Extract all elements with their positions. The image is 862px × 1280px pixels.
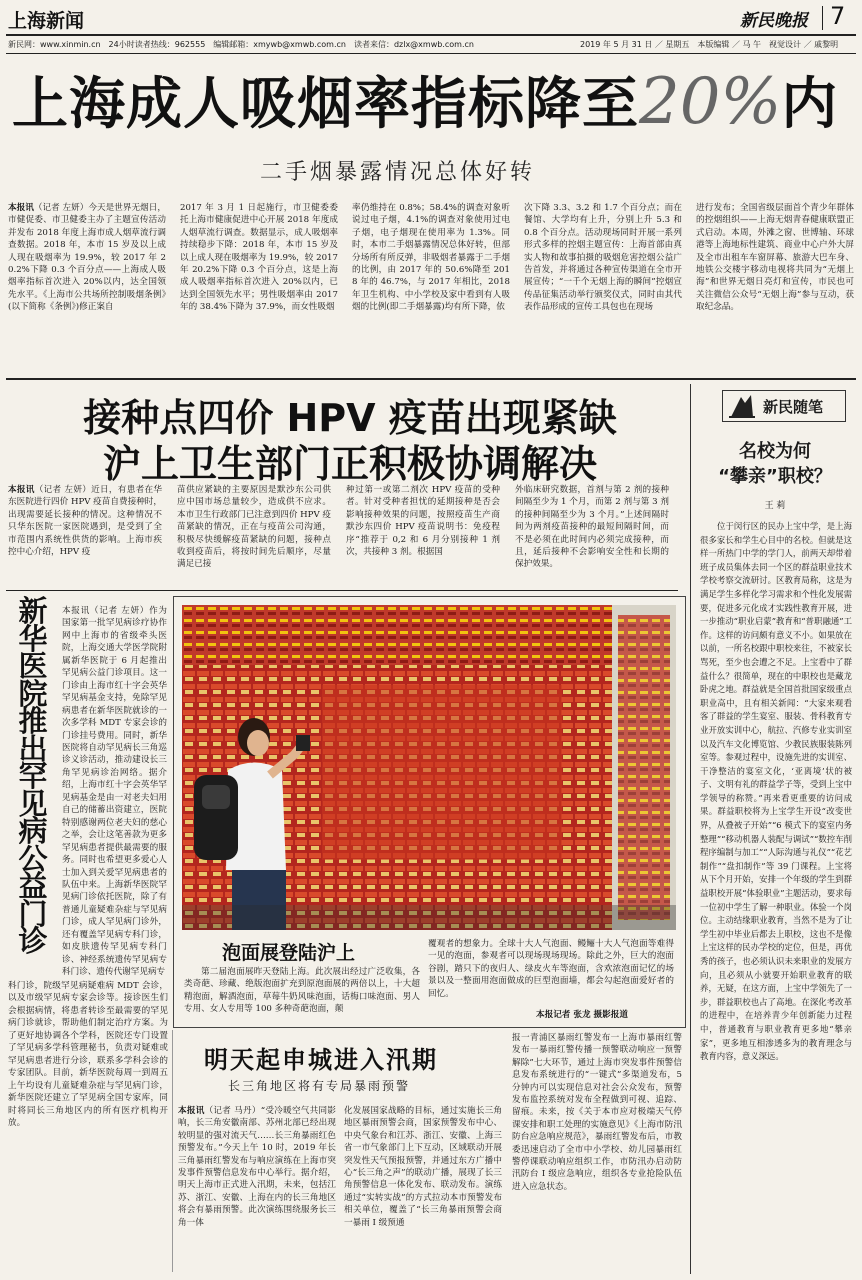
page-number: 7 [830,2,846,30]
headline-rare-disease [8,594,58,958]
date-line: 2019 年 5 月 31 日 ／ 星期五 本版编辑 ／ 马 午 视觉设计 ／ 戚黎明 [580,40,839,49]
article-flood-col3: 报一青浦区暴雨红警发布一上海市暴雨红警发布一暴雨红警传播一预警联动响应一预警解除”七大环节，通过上海市突发事件预警信息发布系统进行的“一键式”多渠道发布，5 分钟内可以实现信息对社会公众发布，预警发布监控系统对发布全程做到可视、追踪、留痕。未来，按《关于本市应对极端天气停课安排和职工处理的实施意见》《上海市防汛防台应急响应规范》，暴雨红警发布后，市教委迅速启动了全市中小学校、幼儿园暴雨红警停课联动响应组织工作，市防汛办启动防汛防台 I 级应急响应，组织各专业抢险队伍进入应急状态。 [512,1033,682,1192]
headline-char: 院 [18,676,48,711]
column-title-1: 名校为何 [739,441,811,462]
article-text: （记者 左妍）近日，有患者在华东医院进行四价 HPV 疫苗自费接种时，出现需要延长接种的情况。这种情况不只华东医院一家医院遇到，是受到了全市范围内系统性供货的影响。上海市疾控中心介绍，HPV 疫 [8,485,162,558]
headline-char: 推 [18,704,48,738]
info-line: 新民网：www.xinmin.cn 24小时读者热线：962555 编辑邮箱：xmywb@xmwb.com.cn 读者来信：dzlx@xmwb.com.cn [8,40,474,49]
article-rare-top: 本报讯（记者 左妍）作为国家第一批罕见病诊疗协作网中上海市的省级牵头医院，上海交通大学医学院附属新华医院于 6 月起推出罕见病公益门诊项目。这一门诊由上海市红十字会英华罕见病基金支持，免除罕见病患者在新华医院就诊的一次多学科 MDT 专家会诊的门诊挂号费用。同时，新华医院将自动罕见病长三角巡诊义诊活动，推动建设长三角罕见病诊治网络。据介绍，上海市红十字会英华罕见病基金是由一对老夫妇用自己的储蓄出资建立，医院特别感谢两位老夫妇的慈心之举，会让这笔善款为更多罕见病患者提供最需要的服务。同时也希望更多爱心人士加入到关爱罕见病患者的队伍中来。上海新华医院罕见病门诊依托医院，除了有普通儿童疑难杂症与罕见病门诊，成人罕见病门诊外，还有覆盖罕见病专科门诊，如皮肤遗传罕见病专科门诊、神经系统遗传罕见病专科门诊、遗传代谢罕见病专 [62,606,167,978]
headline-smoking [12,60,852,140]
column-logo: 新民随笔 [763,398,824,416]
masthead-divider [822,6,823,30]
article-smoking-col3: 率仍维持在 0.8%；58.4%的调查对象听说过电子烟，4.1%的调查对象使用过电子烟，电子烟现在使用率为 1.3%。同时，本市二手烟暴露情况总体好转，但部分场所有所反弹，非吸烟者暴露于二手烟的比例，由 2017 年的 50.6%降至 2018 年的 46.7%，与 2017 年相比，2018 年卫生机构、中小学校及家中看到有人吸烟的比例(即二手烟暴露)均有所下降，依 [352,203,510,313]
headline-hpv-1: 接种点四价 HPV 疫苗出现紧缺 [83,396,617,440]
article-smoking-col5: 进行发布；全国省级层面首个青少年群体的控烟组织——上海无烟青春健康联盟正式启动。本周，外滩之窗、世博轴、环球港等上海地标性建筑、商业中心户外大屏及全市出租车车窗屏幕、旅游大巴车身、地铁公交楼宇移动电视将共同为“无烟上海”和世界无烟日亮灯和宣传，市民也可关注微信公众号“无烟上海”参与互动，获取纪念品。 [696,203,854,313]
section-rule-2 [6,590,678,591]
headline-smoking-main: 上海成人吸烟率指标降至 [12,72,639,137]
headline-rare-disease-text [8,594,58,958]
photo-caption-right: 覆观者的想象力。全球十大人气泡面、鳗鲡十大人气泡面等难得一见的泡面，参观者可以现场现场现场。除此之外，巨大的泡面谷剧，踏只下的夜归人、绿皮火车等泡面，含欢浓泡面记忆的场景以及一整面用泡面做成的巨型泡面墙，都会勾起泡面爱好者的回忆。 [428,939,674,999]
headline-smoking-percent: 20% [639,65,782,139]
column-divider [690,384,691,1274]
column-logo-box [722,390,846,422]
column-logo-icon [727,393,757,419]
article-smoking-col1 [8,202,166,372]
section-name: 上海新闻 [8,10,85,32]
headline-char: 罕 [18,759,48,793]
byline: 本报讯 [8,485,35,495]
headline-char: 出 [18,731,48,766]
subhead-smoking: 二手烟暴露情况总体好转 [260,160,536,185]
byline: 本报讯 [178,1106,205,1116]
column-title-2: “攀亲”职校？ [718,466,832,487]
masthead-rule [6,34,856,36]
noodle-wall-photo [182,605,676,930]
headline-char: 见 [18,786,48,821]
byline: 本报讯 [8,203,34,213]
column-body: 位于闵行区的民办上宝中学，是上海很多家长和学生心目中的名校。但就是这样一所热门中学的学门人，前两天却带着班子成员集体去同一个区的群益职业技术学校考察交流研讨。区教育局称，这是为满足学生多样化学习需求和个性化发展需要，促进多元化成才实践性教育开展，进一步推动“职业启蒙”教育和“普职融通”工作。这样的访问颇有意义不小。如果放在以前，一所名校跟中职校来往，不被家长骂死，至少也会遭之不足。上宝看中了群益什么？很简单，现在的中职校也是藏龙卧虎之地。群益就是全国首批国家级重点职业高中，且有相关新闻：“大家来观看客了群益的学生宴室、服装、骨科教育专业开放实训中心，航拉、汽修专业实训室以及汽车文化博览馆、少教民族服装陈列室等。参观过程中，设施先进的实训室、干净整洁的宴室文化，‘亚离境’状的被子、文明有礼的群益学子等，受到上宝中学领导的称赞。”再来看更重要的访问成果。群益职校将为上宝学生开设“改变世界，从叠被子开始”“6 模式下的宴室内务整理”“移动机器人装配与调试”“数控车削程序编制与加工”“人际沟通与礼仪”“花艺制作”“盘扣制作”等 39 门课程。上宝将从下个月开始，安排一个年级的学生到群益职校开展“体验职业”主题活动，要求每一位初中学生了解一种职业。体验一个岗位。主动结缘职业教育，当然不是为了让学生初中毕业后都去上职校，这也不是像上宝这样的民办学校的定位，但是，再优秀的孩子，也必须认识未来职业的发展方向，且必须从小就要开始职业教育的联养，无疑，在这方面，上宝中学领先了一步，群益职校也占了高地。在深化考改革的进程中，在培养青少年创新能力过程中，普通教育与职业教育更多地“攀亲家”，更多地互相渗透多为的教育理念与教育内容，意义深远。 [700,521,852,1062]
article-smoking-col4: 次下降 3.3、3.2 和 1.7 个百分点；而在餐馆、大学均有上升，分别上升 5.3 和 0.8 个百分点。活动现场同时开展一系列形式多样的控烟主题宣传：上海首部由真实人物和故事拍摄的吸烟危害控烟公益广告首发，并将通过各种宣传渠道在全市开展宣传；“一千个无烟上海的瞬间”控烟宣传品征集活动举行颁奖仪式，同时由其代表作品形成的宣传工具包也在现场 [524,203,682,313]
headline-char: 公 [18,841,48,876]
article-flood-col1 [178,1105,336,1272]
article-hpv-col3: 种过第一或第二剂次 HPV 疫苗的受种者。针对受种者担忧的延期接种是否会影响接种效果的问题，按照疫苗生产商默沙东四价 HPV 疫苗说明书：免疫程序“推荐于 0,2 和 6 月分别接种 1 剂次，共接种 3 剂。根据国 [346,485,500,558]
headline-flood: 明天起申城进入汛期 [204,1046,438,1074]
headline-char: 诊 [18,924,48,958]
headline-smoking-tail: 内 [781,72,838,137]
headline-char: 益 [18,869,48,903]
masthead-rule-2 [6,53,856,54]
article-hpv-col2: 苗供应紧缺的主要原因是默沙东公司供应中国市场总量较少，造成供不应求。本市卫生行政部门已注意到四价 HPV 疫苗紧缺的情况，正在与疫苗公司沟通，积极尽快缓解疫苗紧缺的问题，接种点收到疫苗后，将按时间先后顺序，尽量满足已接 [177,485,331,570]
headline-char: 医 [18,649,48,683]
headline-char: 新 [18,594,48,628]
article-hpv-col4: 外临床研究数据，首剂与第 2 剂的接种间隔至少为 1 个月，而第 2 剂与第 3 剂的接种间隔至少为 3 个月。”上述间隔时间为两剂疫苗接种的最短间隔时间，而不是必须在此时间内必须完成接种，而且，延后接种不会影响安全性和长期的保护效果。 [515,485,669,570]
paper-logo: 新民晚报 [740,11,808,31]
article-smoking-col2: 2017 年 3 月 1 日起施行，市卫健委委托上海市健康促进中心开展 2018 年度成人烟草流行调查。数据显示，成人吸烟率持续稳步下降：2018 年，本市 15 岁及以上成人现在吸烟率为 19.9%，较 2017 年 20.2%下降 0.3 个百分点，这是上海成人吸烟率指标首次进入 20%以内，已达到全国领先水平；男性吸烟率由 2017 年的 38.4%下降为 37.9%，而女性吸烟 [180,203,338,313]
photo-credit: 本报记者 张龙 摄影报道 [536,1010,628,1020]
headline-hpv-2: 沪上卫生部门正积极协调解决 [102,442,597,486]
article-text: （记者 左妍）今天是世界无烟日，市健促委、市卫健委主办了主题宣传活动并发布 2018 年度上海市成人烟草流行调查数据。2018 年，本市 15 岁及以上成人现在吸烟率为 19.9%，较 2017 年 20.2%下降 0.3 个百分点——上海成人吸烟率指标首次进入 20%以内，达全国领先水平。《上海市公共场所控制吸烟条例》(以下简称《条例》)修正案自 [8,203,166,313]
article-text: （记者 马丹）“受冷暖空气共同影响，长三角安徽南部、苏州北部已经出现较明显的强对流天气……长三角暴雨红色预警发布。”今天上午 10 时，2019 年长三角暴雨红警发布与响应演练在上海市突发事件预警信息发布中心举行。据介绍，明天上海市正式进入汛期，未来，包括江苏、浙江、安徽、上海在内的长三角地区将会有暴雨预警。此次演练围绕服务长三角一体 [178,1106,336,1228]
headline-char: 华 [18,621,48,656]
headline-char: 门 [18,896,48,931]
photo-caption-left: 第二届泡面展昨天登陆上海。此次展出经过广泛收集，各类奇葩、珍藏、绝版泡面扩充到原泡面展的两倍以上，十大超精泡面，解酒泡面，草莓牛奶风味泡面，话梅口味泡面、男人专用、女人专用等 100 多种奇葩泡面，颠 [184,967,420,1015]
article-hpv-col1 [8,484,162,584]
column-author: 王 莉 [764,501,786,511]
subhead-flood: 长三角地区将有专局暴雨预警 [228,1079,411,1093]
photo-title: 泡面展登陆沪上 [222,942,356,964]
headline-char: 病 [18,814,48,848]
rare-divider [172,1030,173,1272]
section-rule-1 [6,378,856,380]
article-flood-col2: 化发展国家战略的目标，通过实施长三角地区暴雨预警会商，国家预警发布中心、中央气象台和江苏、浙江、安徽、上海三省一市气象部门上下互动，区域联动开展突发性天气预报预警，并通过东方广播中心“长三角之声”的联动广播，展现了长三角预警信息一体化发布、联动发布。演练通过“实转实战”的方式拉动本市预警发布相关单位，覆盖了“长三角暴雨预警会商一暴雨 I 级预通 [344,1106,502,1228]
article-rare-bottom: 科门诊，院级罕见病疑难病 MDT 会诊，以及市级罕见病专家会诊等。接诊医生们会根据病情，将患者转诊至最需要的罕见病门诊就诊，帮助他们制定治疗方案。为了更好地协调各个学科，医院还专门设置了罕见病多学科管理秘书，负责对疑难或罕见病患者进行分诊，联系多学科会诊的专家团队。目前，新华医院每周一到周五上午均设有儿童疑难杂症与罕见病门诊，新华医院还建立了罕见病全国专家库，同时将同长三角地区内的所有医疗机构开放。 [8,981,168,1128]
